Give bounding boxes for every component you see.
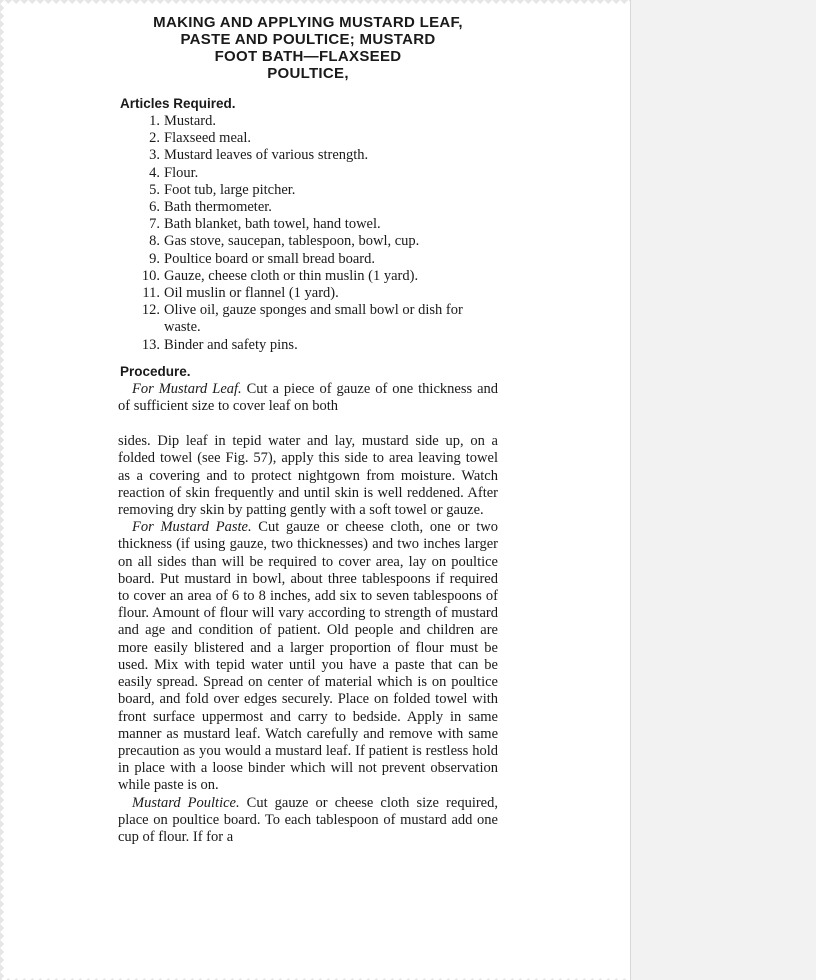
mustard-poultice-label: Mustard Poultice.: [132, 794, 240, 811]
item-number: 9.: [149, 250, 160, 267]
mustard-leaf-label: For Mustard Leaf.: [132, 380, 242, 397]
item-text: Poultice board or small bread board.: [164, 250, 375, 267]
item-number: 12.: [141, 302, 160, 319]
item-text: Oil muslin or flannel (1 yard).: [164, 285, 339, 302]
mustard-paste-label: For Mustard Paste.: [132, 519, 252, 536]
item-number: 13.: [141, 336, 160, 353]
list-item: [118, 337, 498, 354]
item-number: 6.: [149, 199, 160, 216]
item-number: 1.: [149, 113, 160, 129]
item-text: Bath thermometer.: [164, 199, 272, 216]
item-number: 7.: [149, 216, 160, 233]
list-item: [118, 233, 498, 250]
document-page: [118, 14, 498, 846]
list-item: [118, 302, 498, 336]
item-number: 8.: [149, 233, 160, 250]
mustard-poultice-text: Cut gauze or cheese cloth size required, place on poultice board. To each tablespoon of mustard add one cup of flour. If for a: [118, 794, 498, 845]
item-text: Mustard.: [164, 113, 216, 129]
mustard-leaf-text-1: Cut a piece of gauze of one thickness and of sufficient size to cover leaf on both: [118, 380, 498, 415]
list-item: [118, 147, 498, 164]
list-item: [118, 285, 498, 302]
item-text: Flour.: [164, 164, 199, 181]
mustard-leaf-continued: sides. Dip leaf in tepid water and lay, mustard side up, on a folded towel (see Fig. 57), apply this side to area leaving towel as a covering and to protect nightgown from moisture. Watch reaction of skin frequently and until skin is well reddened. After removing dry skin by patting gently with a soft towel or gauze.: [118, 433, 498, 519]
item-number: 3.: [149, 147, 160, 164]
title-line-4: POULTICE,: [267, 65, 349, 82]
mustard-paste-text: Cut gauze or cheese cloth, one or two thickness (if using gauze, two thicknesses) and two inches larger on all sides than will be required to cover area, lay on poultice board. Put mustard in bowl, about three tablespoons if required to cover an area of 6 to 8 inches, add six to seven tablespoons of flour. Amount of flour will vary according to strength of mustard and age and condition of patient. Old people and children are more easily blistered and a larger proportion of flour must be used. Mix with tepid water until you have a paste that can be easily spread. Spread on center of material which is on poultice board, and fold over edges securely. Place on folded towel with front surface uppermost and carry to bedside. Apply in same manner as mustard leaf. Watch carefully and remove with same precaution as you would a mustard leaf. If patient is restless hold in place with a loose binder which will not prevent observation while paste is on.: [118, 519, 499, 794]
title-line-1: MAKING AND APPLYING MUSTARD LEAF,: [153, 14, 463, 31]
articles-heading: Articles Required.: [120, 96, 236, 111]
title-line-3: FOOT BATH—FLAXSEED: [214, 48, 402, 65]
item-text: Gas stove, saucepan, tablespoon, bowl, cup.: [164, 233, 420, 250]
articles-list: [118, 113, 498, 354]
item-text: Foot tub, large pitcher.: [164, 181, 296, 198]
list-item: [118, 182, 498, 199]
item-number: 10.: [141, 267, 160, 284]
item-text: Mustard leaves of various strength.: [164, 147, 369, 164]
item-text: Bath blanket, bath towel, hand towel.: [164, 216, 381, 233]
procedure-heading: Procedure.: [120, 363, 191, 379]
item-text: Binder and safety pins.: [164, 336, 298, 353]
list-item: [118, 268, 498, 285]
item-text: Olive oil, gauze sponges and small bowl or dish for waste.: [164, 302, 463, 336]
item-text: Flaxseed meal.: [164, 130, 251, 147]
mustard-paste-paragraph: [118, 519, 498, 794]
column-break: [118, 415, 498, 433]
item-number: 4.: [149, 164, 160, 181]
list-item: [118, 130, 498, 147]
page-title: [118, 14, 498, 82]
item-number: 5.: [149, 181, 160, 198]
title-line-2: PASTE AND POULTICE; MUSTARD: [180, 31, 436, 48]
list-item: [118, 113, 498, 130]
list-item: [118, 251, 498, 268]
list-item: [118, 216, 498, 233]
list-item: [118, 165, 498, 182]
mustard-leaf-paragraph: [118, 381, 498, 415]
item-text: Gauze, cheese cloth or thin muslin (1 yard).: [164, 267, 419, 284]
item-number: 2.: [149, 130, 160, 147]
list-item: [118, 199, 498, 216]
mustard-poultice-paragraph: [118, 795, 498, 847]
item-number: 11.: [142, 285, 160, 302]
